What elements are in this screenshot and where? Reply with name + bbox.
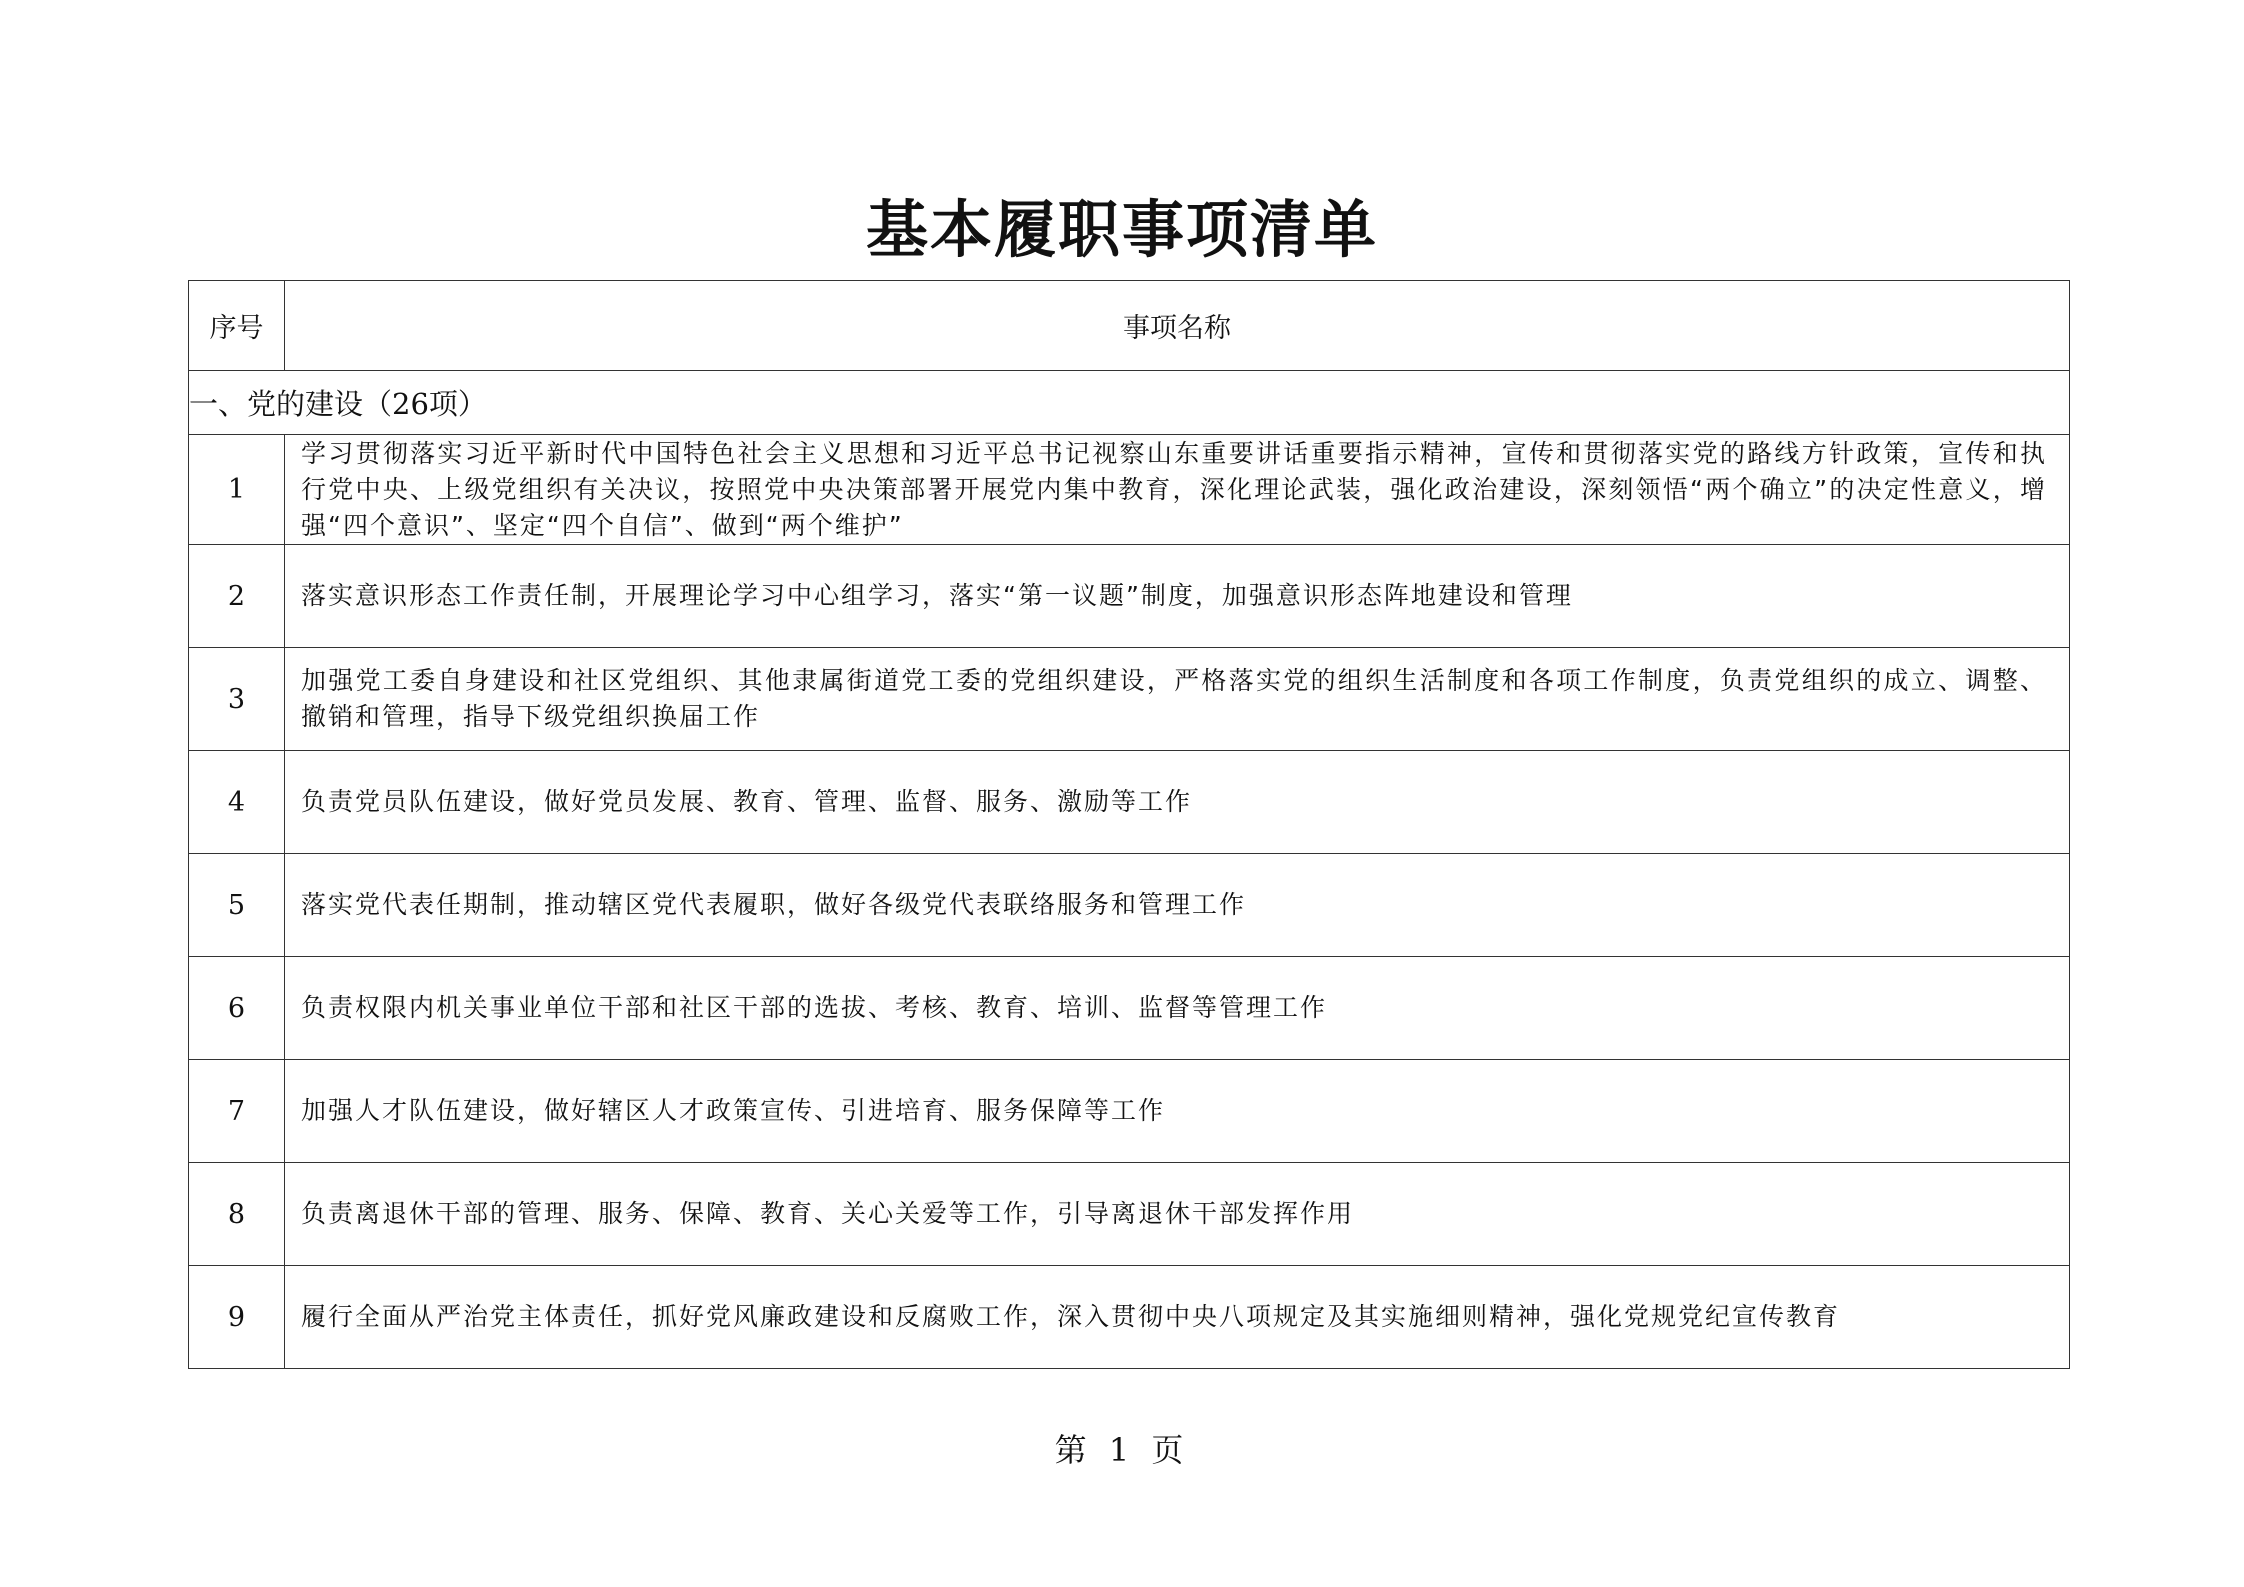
table-row (189, 435, 2070, 545)
table-row (189, 1163, 2070, 1266)
table-row (189, 854, 2070, 957)
table-row (189, 648, 2070, 751)
section-row (189, 371, 2070, 435)
header-serial-number: 序号 (189, 281, 285, 371)
table-row (189, 957, 2070, 1060)
page-title: 基本履职事项清单 (865, 193, 1378, 266)
row-item-name: 落实党代表任期制，推动辖区党代表履职，做好各级党代表联络服务和管理工作 (285, 854, 2070, 957)
section-title: 一、党的建设（26项） (189, 371, 2070, 435)
row-item-name: 负责离退休干部的管理、服务、保障、教育、关心关爱等工作，引导离退休干部发挥作用 (285, 1163, 2070, 1266)
row-number: 3 (189, 648, 285, 751)
row-item-name: 加强人才队伍建设，做好辖区人才政策宣传、引进培育、服务保障等工作 (285, 1060, 2070, 1163)
row-number: 8 (189, 1163, 285, 1266)
row-number: 7 (189, 1060, 285, 1163)
header-item-name: 事项名称 (285, 281, 2070, 371)
row-number: 1 (189, 435, 285, 545)
table-row (189, 1060, 2070, 1163)
row-item-name: 落实意识形态工作责任制，开展理论学习中心组学习，落实“第一议题”制度，加强意识形态阵地建设和管理 (285, 545, 2070, 648)
row-number: 5 (189, 854, 285, 957)
row-item-name: 履行全面从严治党主体责任，抓好党风廉政建设和反腐败工作，深入贯彻中央八项规定及其实施细则精神，强化党规党纪宣传教育 (285, 1266, 2070, 1369)
row-number: 2 (189, 545, 285, 648)
duties-table (188, 280, 2070, 1369)
row-number: 6 (189, 957, 285, 1060)
table-header-row (189, 281, 2070, 371)
page-number: 第 1 页 (1054, 1431, 1190, 1469)
row-item-name: 负责权限内机关事业单位干部和社区干部的选拔、考核、教育、培训、监督等管理工作 (285, 957, 2070, 1060)
table-row (189, 1266, 2070, 1369)
row-number: 4 (189, 751, 285, 854)
row-item-name: 负责党员队伍建设，做好党员发展、教育、管理、监督、服务、激励等工作 (285, 751, 2070, 854)
table-row (189, 751, 2070, 854)
row-number: 9 (189, 1266, 285, 1369)
table-row (189, 545, 2070, 648)
row-item-name: 学习贯彻落实习近平新时代中国特色社会主义思想和习近平总书记视察山东重要讲话重要指示精神，宣传和贯彻落实党的路线方针政策，宣传和执行党中央、上级党组织有关决议，按照党中央决策部署开展党内集中教育，深化理论武装，强化政治建设，深刻领悟“两个确立”的决定性意义，增强“四个意识”、坚定“四个自信”、做到“两个维护” (285, 435, 2070, 545)
row-item-name: 加强党工委自身建设和社区党组织、其他隶属街道党工委的党组织建设，严格落实党的组织生活制度和各项工作制度，负责党组织的成立、调整、撤销和管理，指导下级党组织换届工作 (285, 648, 2070, 751)
